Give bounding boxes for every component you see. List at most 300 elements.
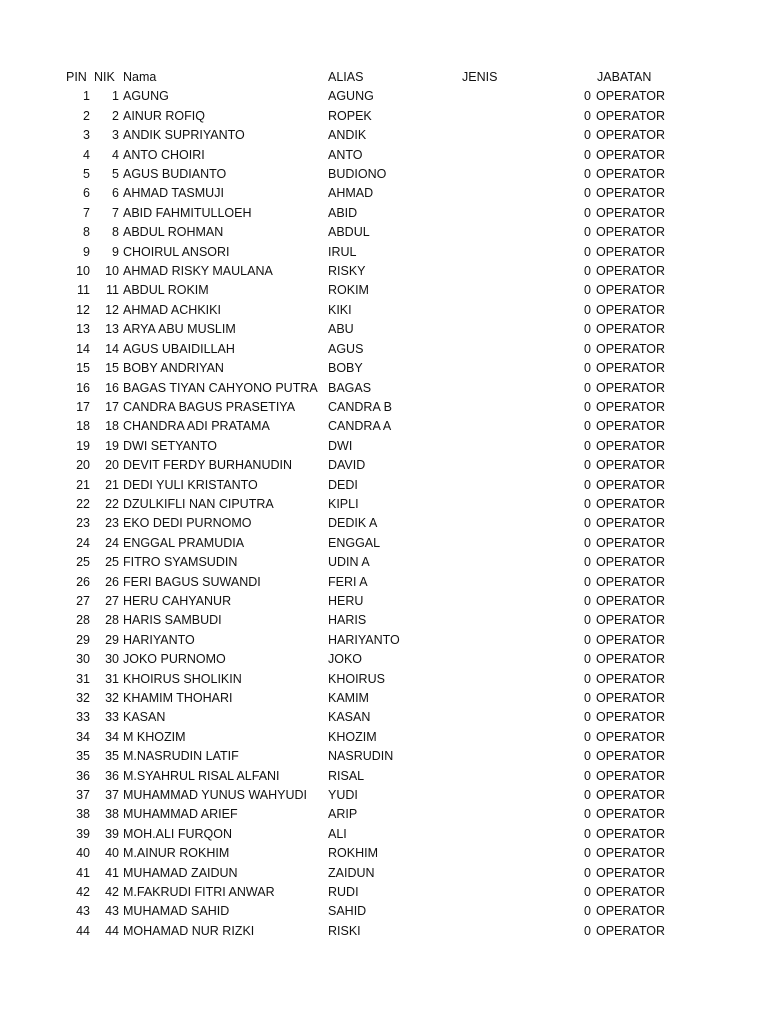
cell-alias: ARIP [328,807,358,822]
cell-nik: 34 [105,729,119,744]
cell-jabatan: OPERATOR [596,652,665,667]
cell-nik: 43 [105,904,119,919]
cell-jenis-value: 0 [584,904,591,919]
cell-jabatan: OPERATOR [596,749,665,764]
table-body [0,87,768,941]
cell-pin: 4 [83,147,90,162]
table-row [0,359,768,378]
cell-jabatan: OPERATOR [596,380,665,395]
cell-nik: 35 [105,749,119,764]
cell-alias: ANDIK [328,128,367,143]
cell-jabatan: OPERATOR [596,322,665,337]
cell-nama: DEVIT FERDY BURHANUDIN [123,458,293,473]
cell-pin: 10 [76,264,90,279]
table-row [0,320,768,339]
cell-alias: BUDIONO [328,167,387,182]
cell-jabatan: OPERATOR [596,574,665,589]
cell-pin: 43 [76,904,90,919]
table-row [0,146,768,165]
cell-nama: EKO DEDI PURNOMO [123,516,252,531]
cell-jenis-value: 0 [584,652,591,667]
cell-pin: 31 [76,671,90,686]
cell-jenis-value: 0 [584,264,591,279]
cell-pin: 9 [83,244,90,259]
cell-alias: IRUL [328,244,357,259]
header-nik: NIK [94,70,115,84]
table-row [0,728,768,747]
cell-nama: JOKO PURNOMO [123,652,226,667]
cell-pin: 34 [76,729,90,744]
cell-nama: HARIS SAMBUDI [123,613,222,628]
cell-alias: AGUNG [328,89,374,104]
cell-nama: M.FAKRUDI FITRI ANWAR [123,885,275,900]
cell-jabatan: OPERATOR [596,458,665,473]
cell-jenis-value: 0 [584,788,591,803]
cell-jabatan: OPERATOR [596,613,665,628]
cell-pin: 41 [76,865,90,880]
cell-nik: 2 [112,108,119,123]
cell-jabatan: OPERATOR [596,302,665,317]
cell-jabatan: OPERATOR [596,923,665,938]
table-row [0,922,768,941]
cell-alias: HARIS [328,613,367,628]
cell-jabatan: OPERATOR [596,729,665,744]
cell-alias: DWI [328,438,353,453]
cell-jabatan: OPERATOR [596,885,665,900]
table-row [0,456,768,475]
cell-nama: KHAMIM THOHARI [123,691,233,705]
cell-pin: 15 [76,361,90,376]
cell-jabatan: OPERATOR [596,807,665,822]
cell-nik: 21 [105,477,119,492]
table-row [0,902,768,921]
cell-jenis-value: 0 [584,555,591,570]
cell-nama: HERU CAHYANUR [123,593,232,608]
cell-nama: KASAN [123,710,166,725]
cell-nik: 30 [105,652,119,667]
cell-alias: SAHID [328,904,367,919]
table-row [0,262,768,281]
table-row [0,204,768,223]
cell-nama: MOHAMAD NUR RIZKI [123,923,255,938]
table-row [0,805,768,824]
cell-jenis-value: 0 [584,438,591,453]
cell-pin: 12 [76,302,90,317]
cell-pin: 3 [83,128,90,143]
cell-jabatan: OPERATOR [596,89,665,104]
cell-alias: BAGAS [328,380,372,395]
table-row [0,573,768,592]
header-jenis: JENIS [462,70,498,84]
cell-jenis-value: 0 [584,613,591,628]
cell-jenis-value: 0 [584,496,591,511]
cell-nik: 22 [105,496,119,511]
cell-nik: 13 [105,322,119,337]
cell-jenis-value: 0 [584,341,591,356]
cell-nama: AGUNG [123,89,169,104]
cell-jabatan: OPERATOR [596,108,665,123]
cell-nik: 31 [105,671,119,686]
header-jabatan: JABATAN [597,70,652,84]
cell-jabatan: OPERATOR [596,128,665,143]
table-row [0,747,768,766]
cell-jabatan: OPERATOR [596,186,665,201]
cell-nik: 14 [105,341,119,356]
cell-pin: 38 [76,807,90,822]
cell-nama: CHANDRA ADI PRATAMA [123,419,270,434]
cell-alias: KHOZIM [328,729,377,744]
cell-nama: BOBY ANDRIYAN [123,361,224,376]
cell-pin: 11 [77,283,90,298]
table-row [0,825,768,844]
cell-jenis-value: 0 [584,885,591,900]
cell-pin: 26 [76,574,90,589]
cell-nama: AHMAD RISKY MAULANA [123,264,273,279]
cell-alias: RISKI [328,923,361,938]
cell-jenis-value: 0 [584,361,591,376]
cell-nama: ABDUL ROHMAN [123,225,224,240]
cell-nik: 36 [105,768,119,783]
cell-alias: RUDI [328,885,359,900]
cell-nik: 3 [112,128,119,143]
cell-nama: ANDIK SUPRIYANTO [123,128,245,143]
cell-nama: DEDI YULI KRISTANTO [123,477,258,492]
cell-alias: UDIN A [328,555,370,570]
cell-nama: AINUR ROFIQ [123,108,205,123]
cell-alias: YUDI [328,788,358,803]
cell-nik: 33 [105,710,119,725]
cell-nik: 24 [105,535,119,550]
cell-jenis-value: 0 [584,729,591,744]
cell-nama: CANDRA BAGUS PRASETIYA [123,399,296,414]
cell-alias: KIPLI [328,496,359,511]
table-row [0,379,768,398]
cell-alias: ROPEK [328,108,372,123]
cell-alias: DEDI [328,477,358,492]
table-row [0,223,768,242]
cell-nik: 23 [105,516,119,531]
table-row [0,495,768,514]
cell-alias: RISAL [328,768,365,783]
cell-jenis-value: 0 [584,923,591,938]
header-pin: PIN [66,70,87,84]
cell-jenis-value: 0 [584,167,591,182]
cell-jabatan: OPERATOR [596,225,665,240]
cell-nama: KHOIRUS SHOLIKIN [123,671,242,686]
table-row [0,417,768,436]
cell-alias: RISKY [328,264,366,279]
cell-pin: 18 [76,419,90,434]
cell-nik: 8 [112,225,119,240]
table-row [0,301,768,320]
cell-pin: 28 [76,613,90,628]
cell-alias: DEDIK A [328,516,378,531]
table-row [0,650,768,669]
cell-pin: 8 [83,225,90,240]
cell-jenis-value: 0 [584,205,591,220]
cell-alias: KHOIRUS [328,671,385,686]
cell-alias: JOKO [328,652,363,667]
cell-pin: 29 [76,632,90,647]
cell-jenis-value: 0 [584,826,591,841]
cell-alias: ABDUL [328,225,370,240]
cell-jabatan: OPERATOR [596,904,665,919]
table-row [0,126,768,145]
cell-nik: 12 [105,302,119,317]
cell-nama: AGUS UBAIDILLAH [123,341,235,356]
cell-nik: 19 [105,438,119,453]
cell-pin: 24 [76,535,90,550]
cell-jenis-value: 0 [584,535,591,550]
table-row [0,670,768,689]
cell-alias: HERU [328,593,364,608]
cell-alias: CANDRA A [328,419,392,434]
cell-jabatan: OPERATOR [596,477,665,492]
table-header [0,68,768,87]
cell-jenis-value: 0 [584,283,591,298]
table-row [0,437,768,456]
cell-nik: 18 [105,419,119,434]
cell-alias: NASRUDIN [328,749,394,764]
cell-nama: BAGAS TIYAN CAHYONO PUTRA [123,380,318,395]
cell-jabatan: OPERATOR [596,244,665,259]
cell-jabatan: OPERATOR [596,691,665,705]
cell-pin: 30 [76,652,90,667]
cell-nama: ARYA ABU MUSLIM [123,322,236,337]
header-alias: ALIAS [328,70,364,84]
table-row [0,184,768,203]
cell-pin: 33 [76,710,90,725]
cell-alias: KIKI [328,302,352,317]
cell-alias: ENGGAL [328,535,381,550]
cell-jabatan: OPERATOR [596,264,665,279]
cell-nama: MUHAMMAD ARIEF [123,807,238,822]
cell-jenis-value: 0 [584,225,591,240]
cell-nama: DZULKIFLI NAN CIPUTRA [123,496,274,511]
table-row [0,553,768,572]
cell-jabatan: OPERATOR [596,419,665,434]
cell-nik: 15 [105,361,119,376]
cell-pin: 39 [76,826,90,841]
cell-nik: 4 [112,147,119,162]
cell-pin: 44 [76,923,90,938]
cell-nik: 1 [112,89,119,104]
cell-pin: 25 [76,555,90,570]
cell-alias: BOBY [328,361,363,376]
cell-pin: 36 [76,768,90,783]
cell-jabatan: OPERATOR [596,846,665,861]
cell-alias: AHMAD [328,186,374,201]
cell-jabatan: OPERATOR [596,147,665,162]
cell-nama: HARIYANTO [123,632,195,647]
cell-pin: 27 [76,593,90,608]
cell-nama: AHMAD TASMUJI [123,186,224,201]
cell-nik: 26 [105,574,119,589]
cell-jabatan: OPERATOR [596,341,665,356]
cell-jenis-value: 0 [584,671,591,686]
cell-jabatan: OPERATOR [596,593,665,608]
table-row [0,611,768,630]
table-row [0,514,768,533]
cell-nik: 6 [112,186,119,201]
cell-nik: 32 [105,691,119,705]
header-nama: Nama [123,70,157,84]
cell-nik: 38 [105,807,119,822]
table-row [0,689,768,708]
cell-pin: 23 [76,516,90,531]
cell-nik: 44 [105,923,119,938]
cell-jenis-value: 0 [584,244,591,259]
cell-jenis-value: 0 [584,574,591,589]
cell-jenis-value: 0 [584,128,591,143]
cell-nik: 7 [112,205,119,220]
cell-jenis-value: 0 [584,380,591,395]
cell-pin: 1 [83,89,90,104]
table-row [0,340,768,359]
table-row [0,883,768,902]
cell-alias: KAMIM [328,691,369,705]
cell-jabatan: OPERATOR [596,516,665,531]
cell-nik: 27 [105,593,119,608]
cell-nama: AHMAD ACHKIKI [123,302,221,317]
cell-nik: 39 [105,826,119,841]
table-row [0,864,768,883]
cell-nik: 29 [105,632,119,647]
cell-jenis-value: 0 [584,846,591,861]
cell-pin: 17 [76,399,90,414]
table-row [0,534,768,553]
cell-alias: AGUS [328,341,364,356]
cell-alias: ZAIDUN [328,865,375,880]
cell-pin: 16 [76,380,90,395]
cell-jabatan: OPERATOR [596,283,665,298]
cell-nik: 28 [105,613,119,628]
cell-alias: ROKIM [328,283,369,298]
cell-pin: 22 [76,496,90,511]
cell-jenis-value: 0 [584,399,591,414]
cell-nama: CHOIRUL ANSORI [123,244,230,259]
cell-jabatan: OPERATOR [596,826,665,841]
cell-nama: M.SYAHRUL RISAL ALFANI [123,768,280,783]
cell-alias: CANDRA B [328,399,392,414]
cell-jenis-value: 0 [584,108,591,123]
cell-jenis-value: 0 [584,865,591,880]
cell-nama: MUHAMAD ZAIDUN [123,865,238,880]
cell-nama: M KHOZIM [123,729,186,744]
cell-pin: 13 [76,322,90,337]
cell-jabatan: OPERATOR [596,632,665,647]
cell-jenis-value: 0 [584,593,591,608]
cell-jenis-value: 0 [584,749,591,764]
cell-jenis-value: 0 [584,516,591,531]
cell-jenis-value: 0 [584,691,591,705]
cell-nama: AGUS BUDIANTO [123,167,227,182]
cell-nama: FITRO SYAMSUDIN [123,555,238,570]
cell-jabatan: OPERATOR [596,535,665,550]
table-row [0,165,768,184]
cell-nama: M.NASRUDIN LATIF [123,749,239,764]
cell-jabatan: OPERATOR [596,865,665,880]
cell-nama: ANTO CHOIRI [123,147,205,162]
cell-jabatan: OPERATOR [596,205,665,220]
cell-nik: 42 [105,885,119,900]
cell-nik: 40 [105,846,119,861]
table-row [0,398,768,417]
table-row [0,767,768,786]
cell-jenis-value: 0 [584,768,591,783]
cell-nik: 16 [105,380,119,395]
cell-jenis-value: 0 [584,632,591,647]
cell-nama: MUHAMMAD YUNUS WAHYUDI [123,788,308,803]
cell-jenis-value: 0 [584,458,591,473]
cell-alias: ANTO [328,147,363,162]
cell-jabatan: OPERATOR [596,710,665,725]
cell-pin: 5 [83,167,90,182]
cell-jenis-value: 0 [584,807,591,822]
cell-jabatan: OPERATOR [596,555,665,570]
cell-pin: 32 [76,691,90,705]
cell-jabatan: OPERATOR [596,167,665,182]
cell-jenis-value: 0 [584,710,591,725]
cell-nik: 10 [105,264,119,279]
cell-pin: 7 [83,205,90,220]
table-row [0,281,768,300]
cell-pin: 2 [83,108,90,123]
cell-jenis-value: 0 [584,322,591,337]
cell-jabatan: OPERATOR [596,768,665,783]
cell-jabatan: OPERATOR [596,788,665,803]
cell-alias: FERI A [328,574,368,589]
cell-pin: 21 [76,477,90,492]
table-row [0,844,768,863]
cell-jenis-value: 0 [584,477,591,492]
cell-jabatan: OPERATOR [596,438,665,453]
cell-jenis-value: 0 [584,147,591,162]
cell-jenis-value: 0 [584,419,591,434]
table-row [0,87,768,106]
cell-nik: 37 [105,788,119,803]
cell-jabatan: OPERATOR [596,496,665,511]
cell-nik: 11 [106,283,119,298]
cell-nama: ABDUL ROKIM [123,283,209,298]
table-row [0,107,768,126]
cell-nik: 20 [105,458,119,473]
cell-pin: 35 [76,749,90,764]
table-row [0,708,768,727]
cell-pin: 6 [83,186,90,201]
cell-alias: ABID [328,205,358,220]
cell-nama: MUHAMAD SAHID [123,904,230,919]
cell-nama: DWI SETYANTO [123,438,217,453]
cell-nik: 25 [105,555,119,570]
cell-alias: ALI [328,826,347,841]
cell-pin: 42 [76,885,90,900]
cell-nik: 5 [112,167,119,182]
table-row [0,592,768,611]
cell-nama: M.AINUR ROKHIM [123,846,230,861]
table-row [0,786,768,805]
cell-alias: DAVID [328,458,366,473]
cell-alias: KASAN [328,710,371,725]
cell-alias: ROKHIM [328,846,378,861]
cell-pin: 14 [76,341,90,356]
cell-jabatan: OPERATOR [596,399,665,414]
table-row [0,243,768,262]
cell-nama: FERI BAGUS SUWANDI [123,574,261,589]
cell-pin: 19 [76,438,90,453]
cell-nama: ENGGAL PRAMUDIA [123,535,245,550]
cell-alias: ABU [328,322,354,337]
